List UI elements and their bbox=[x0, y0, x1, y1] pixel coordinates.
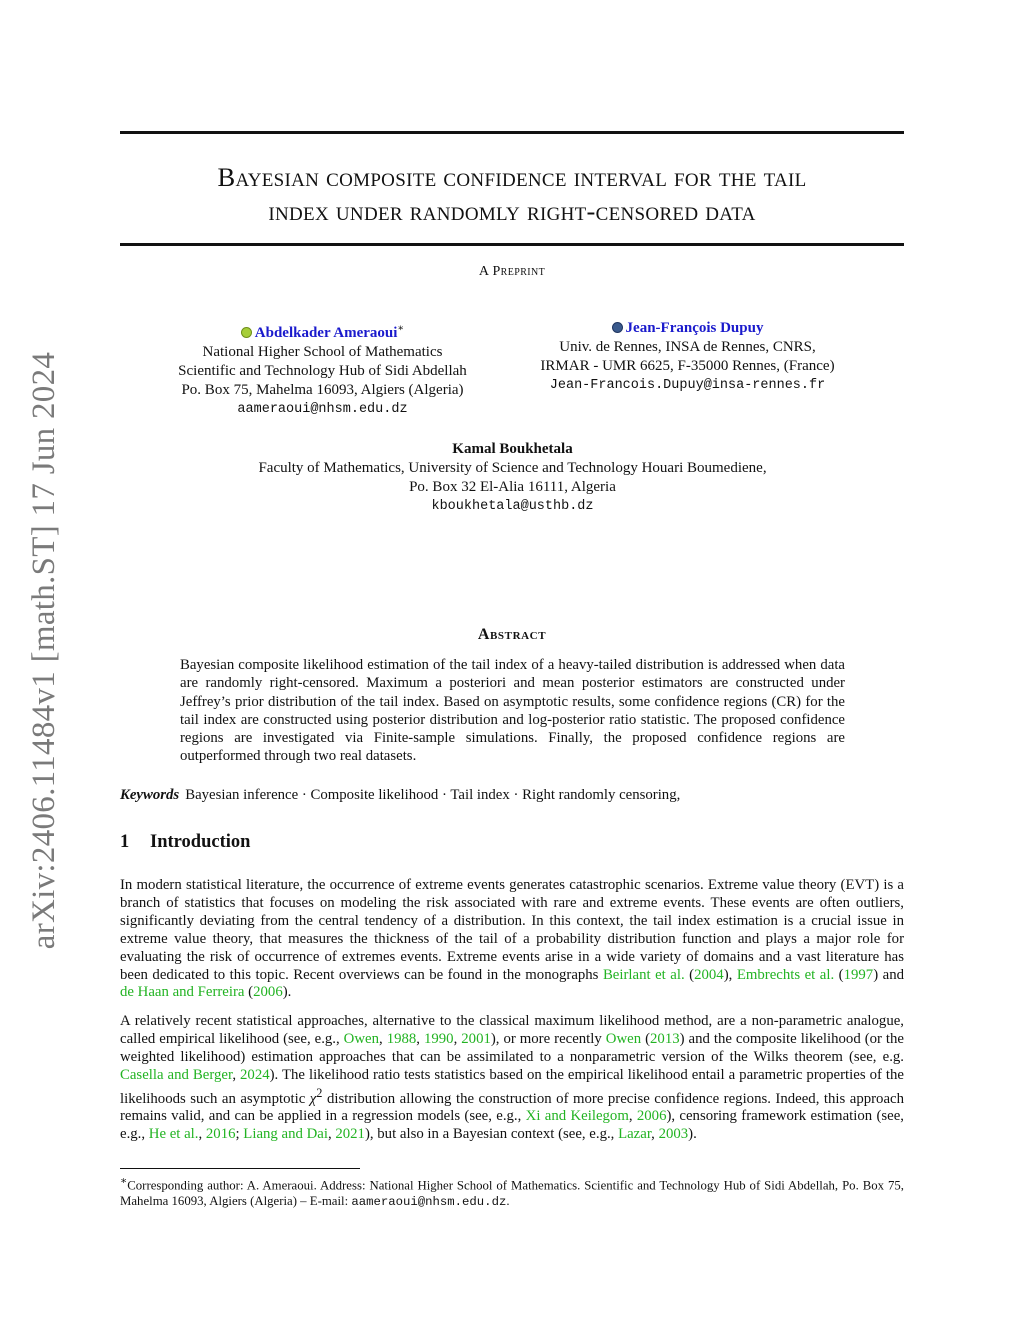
citation-link[interactable]: 2006 bbox=[253, 984, 283, 1001]
arxiv-stamp-text: arXiv:2406.11484v1 [math.ST] 17 Jun 2024 bbox=[26, 351, 63, 949]
abstract-heading: Abstract bbox=[477, 626, 547, 643]
citation-link[interactable]: Lazar bbox=[618, 1126, 652, 1143]
footnote: ∗Corresponding author: A. Ameraoui. Address: National Higher School of Mathematics. Scientific and Technology Hub of Sidi Abdellah, Po. Box 75, Mahelma 16093, Algiers (Algeria) – E-mail: aameraoui@nhsm.edu.dz. bbox=[120, 1176, 904, 1210]
citation-link[interactable]: 2016 bbox=[205, 1126, 236, 1143]
section-number: 1 bbox=[120, 832, 130, 852]
section-heading bbox=[120, 832, 904, 853]
paper-title bbox=[120, 160, 904, 228]
citation-link[interactable]: Liang and Dai bbox=[243, 1126, 328, 1143]
keywords-label: Keywords bbox=[120, 787, 180, 803]
author-name-link[interactable]: Abdelkader Ameraoui∗ bbox=[254, 323, 405, 341]
intro-paragraph-1: In modern statistical literature, the occurrence of extreme events generates catastrophic scenarios. Extreme value theory (EVT) is a branch of statistics that focuses on modeling the risk associated with rare and extreme events. These events are often outliers, significantly deviating from the central tendency of a distribution. In this context, the tail index estimation is a crucial issue in extreme value theory, that measures the thickness of the tail of a probability distribution function and plays a major role for evaluating the risk of occurrence of extremes events. Extreme events arise in a wide variety of domains and a vast literature has been dedicated to this topic. Recent overviews can be found in the monographs Beirlant et al. (2004), Embrechts et al. (1997) and de Haan and Ferreira (2006). bbox=[120, 877, 904, 1001]
section-title: Introduction bbox=[150, 832, 251, 852]
citation-link[interactable]: 2024 bbox=[240, 1066, 270, 1083]
citation-link[interactable]: Owen bbox=[343, 1030, 380, 1047]
author-email[interactable]: kboukhetala@usthb.dz bbox=[431, 499, 594, 514]
citation-link[interactable]: 1990 bbox=[423, 1030, 454, 1047]
arxiv-stamp bbox=[20, 340, 70, 960]
title-bottom-rule bbox=[120, 243, 904, 246]
citation-link[interactable]: 2003 bbox=[658, 1126, 689, 1143]
citation-link[interactable]: Beirlant et al. bbox=[602, 966, 685, 983]
chi-exponent: 2 bbox=[316, 1085, 323, 1100]
author-block-1 bbox=[150, 319, 495, 419]
citation-link[interactable]: Casella and Berger bbox=[120, 1066, 233, 1083]
abstract-text: Bayesian composite likelihood estimation of the tail index of a heavy-tailed distribution is addressed when data are randomly right-censored. Maximum a posteriori and mean posterior estimators are constructed under Jeffrey’s prior distribution of the tail index. Based on asymptotic results, some confidence regions (CR) for the tail index are constructed using posterior distribution and log-posterior ratio statistic. The proposed confidence regions are investigated via Finite-sample simulations. Finally, the proposed confidence regions are outperformed through two real datasets. bbox=[180, 657, 845, 765]
orcid-icon[interactable] bbox=[241, 327, 252, 338]
citation-link[interactable]: Xi and Keilegom bbox=[525, 1108, 629, 1125]
intro-paragraph-2: A relatively recent statistical approaches, alternative to the classical maximum likelihood method, are a non-parametric analogue, called empirical likelihood (see, e.g., Owen, 1988, 1990, 2001), or more recently Owen (2013) and the composite likelihood (or the weighted likelihood) estimation approaches that can be assimilated to a nonparametric version of the Wilks theorem (see, e.g. Casella and Berger, 2024). The likelihood ratio tests statistics based on the empirical likelihood entail a parametric properties of the likelihoods such an asymptotic $\chi^2$ distribution allowing the construction of more precise confidence regions. Indeed, this approach remains valid, and can be applied in a regression models (see, e.g., Xi and Keilegom, 2006), censoring framework estimation (see, e.g., He et al., 2016; Liang and Dai, 2021), but also in a Bayesian context (see, e.g., Lazar, 2003). bbox=[120, 1013, 905, 1143]
citation-link[interactable]: 2001 bbox=[461, 1030, 491, 1047]
author-name: Kamal Boukhetala bbox=[452, 441, 573, 457]
keywords-text: Bayesian inference · Composite likelihood · Tail index · Right randomly censoring, bbox=[185, 787, 681, 803]
citation-link[interactable]: 1988 bbox=[386, 1030, 417, 1047]
footnote-marker: ∗ bbox=[397, 323, 405, 334]
title-line-2: index under randomly right-censored data bbox=[268, 196, 756, 226]
citation-link[interactable]: Embrechts et al. bbox=[736, 966, 835, 983]
affiliation-line: Po. Box 32 El-Alia 16111, Algeria bbox=[409, 479, 616, 495]
chi-symbol: χ bbox=[309, 1090, 317, 1107]
affiliation-line: National Higher School of Mathematics bbox=[202, 344, 443, 360]
affiliation-line: IRMAR - UMR 6625, F-35000 Rennes, (France) bbox=[540, 358, 835, 374]
citation-link[interactable]: 2013 bbox=[650, 1030, 680, 1047]
footnote-marker: ∗ bbox=[120, 1176, 128, 1187]
affiliation-line: Faculty of Mathematics, University of Science and Technology Houari Boumediene, bbox=[258, 460, 767, 476]
author-email[interactable]: aameraoui@nhsm.edu.dz bbox=[237, 402, 408, 417]
title-top-rule bbox=[120, 131, 904, 134]
citation-link[interactable]: 2004 bbox=[694, 966, 724, 983]
author-block-2 bbox=[520, 319, 855, 395]
affiliation-line: Po. Box 75, Mahelma 16093, Algiers (Algeria) bbox=[181, 382, 464, 398]
citation-link[interactable]: 2006 bbox=[636, 1108, 667, 1125]
affiliation-line: Univ. de Rennes, INSA de Rennes, CNRS, bbox=[559, 339, 816, 355]
citation-link[interactable]: 2021 bbox=[335, 1126, 365, 1143]
footnote-rule bbox=[120, 1168, 360, 1169]
title-line-1: Bayesian composite confidence interval for the tail bbox=[217, 162, 807, 192]
affiliation-line: Scientific and Technology Hub of Sidi Abdellah bbox=[178, 363, 467, 379]
author-email[interactable]: Jean-Francois.Dupuy@insa-rennes.fr bbox=[549, 378, 826, 393]
author-name-link[interactable]: Jean-François Dupuy bbox=[625, 320, 764, 336]
orcid-icon[interactable] bbox=[612, 322, 623, 333]
preprint-label: A Preprint bbox=[478, 264, 546, 279]
citation-link[interactable]: de Haan and Ferreira bbox=[120, 984, 245, 1001]
author-block-3 bbox=[170, 440, 855, 516]
footnote-email[interactable]: aameraoui@nhsm.edu.dz bbox=[351, 1195, 507, 1210]
keywords bbox=[120, 786, 904, 804]
citation-link[interactable]: 1997 bbox=[843, 966, 874, 983]
citation-link[interactable]: Owen bbox=[605, 1030, 642, 1047]
citation-link[interactable]: He et al. bbox=[148, 1126, 199, 1143]
